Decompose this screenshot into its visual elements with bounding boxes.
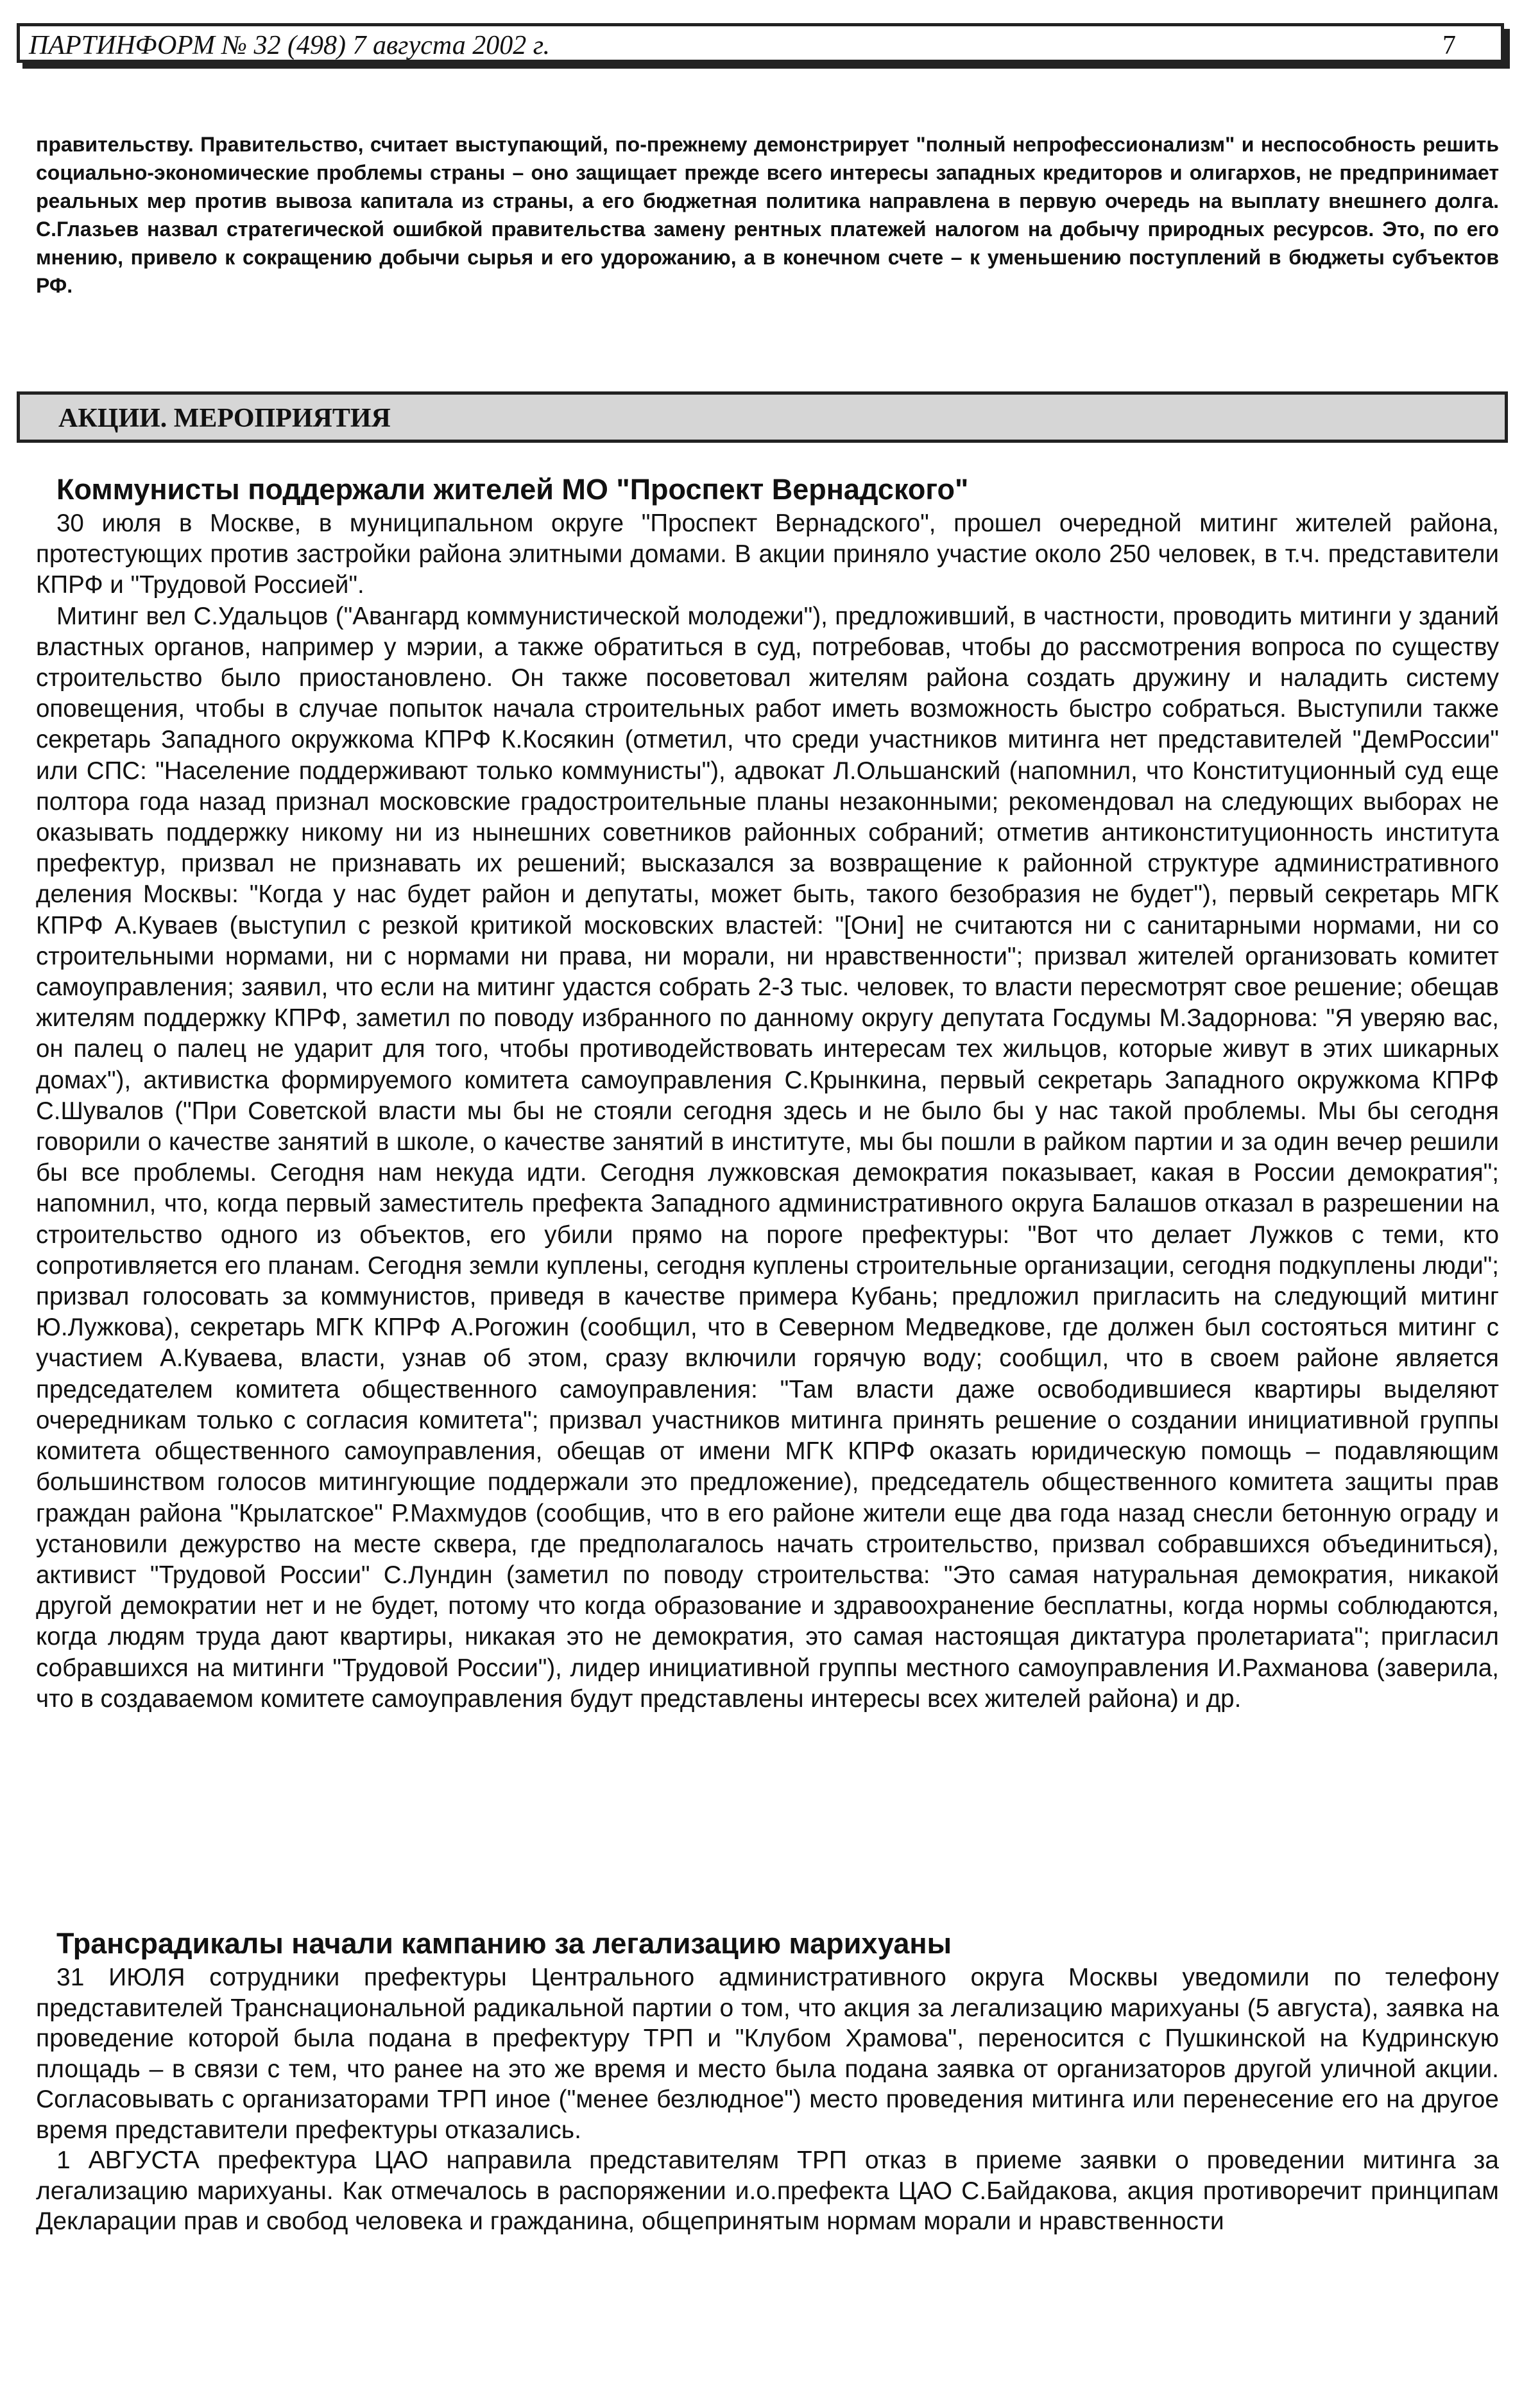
section-header xyxy=(17,391,1508,443)
article-communists xyxy=(36,471,1499,1715)
article-paragraph: 31 ИЮЛЯ сотрудники префектуры Центрального административного округа Москвы уведомили по телефону представителей Транснациональной радикальной партии о том, что акция за легализацию марихуаны (5 августа), заявка на проведение которой была подана в префектуру ТРП и "Клубом Храмова", переносится с Пушкинской на Кудринскую площадь – в связи с тем, что ранее на это же время и место была подана заявка от организаторов другой уличной акции. Согласовывать с организаторами ТРП иное ("менее безлюдное") место проведения митинга или перенесение его на другое время представители префектуры отказались. xyxy=(36,1964,1499,2144)
article-transradicals xyxy=(36,1925,1499,2237)
intro-paragraph: правительству. Правительство, считает выступающий, по-прежнему демонстрирует "полный непрофессионализм" и неспособность решить социально-экономические проблемы страны – оно защищает прежде всего интересы западных кредиторов и олигархов, не предпринимает реальных мер против вывоза капитала из страны, а его бюджетная политика направлена в первую очередь на выплату внешнего долга. С.Глазьев назвал стратегической ошибкой правительства замену рентных платежей налогом на добычу природных ресурсов. Это, по его мнению, привело к сокращению добычи сырья и его удорожанию, а в конечном счете – к уменьшению поступлений в бюджеты субъектов РФ. xyxy=(36,133,1499,297)
page-number: 7 xyxy=(1442,31,1456,60)
article-paragraph: Митинг вел С.Удальцов ("Авангард коммунистической молодежи"), предложивший, в частности, проводить митинги у зданий властных органов, например у мэрии, а также обратиться в суд, потребовав, чтобы до рассмотрения вопроса по существу строительство было приостановлено. Он также посоветовал жителям района создать дружину и наладить систему оповещения, чтобы в случае попыток начала строительных работ иметь возможность быстро собраться. Выступили также секретарь Западного окружкома КПРФ К.Косякин (отметил, что среди участников митинга нет представителей "ДемРоссии" или СПС: "Население поддерживают только коммунисты"), адвокат Л.Ольшанский (напомнил, что Конституционный суд еще полтора года назад признал московские градостроительные планы незаконными; рекомендовал на следующих выборах не оказывать поддержку никому ни из нынешних советников районных собраний; отметив антиконституционность института префектур, призвал не признавать их решений; высказался за возвращение к районной структуре административного деления Москвы: "Когда у нас будет район и депутаты, может быть, такого безобразия не будет"), первый секретарь МГК КПРФ А.Куваев (выступил с резкой критикой московских властей: "[Они] не считаются ни с санитарными нормами, ни со строительными нормами, ни с нормами ни права, ни морали, ни нравственности"; призвал жителей организовать комитет самоуправления; заявил, что если на митинг удастся собрать 2-3 тыс. человек, то власти пересмотрят свое решение; обещав жителям поддержку КПРФ, заметил по поводу избранного по данному округу депутата Госдумы М.Задорнова: "Я уверяю вас, он палец о палец не ударит для того, чтобы противодействовать интересам тех жильцов, которые живут в этих шикарных домах"), активистка формируемого комитета самоуправления С.Крынкина, первый секретарь Западного окружкома КПРФ С.Шувалов ("При Советской власти мы бы не стояли сегодня здесь и не было бы у нас такой проблемы. Мы бы сегодня говорили о качестве занятий в школе, о качестве занятий в институте, мы бы пошли в райком партии и за один вечер решили бы все проблемы. Сегодня нам некуда идти. Сегодня лужковская демократия показывает, какая в России демократия"; напомнил, что, когда первый заместитель префекта Западного административного округа Балашов отказал в разрешении на строительство одного из объектов, его убили прямо на пороге префектуры: "Вот что делает Лужков с теми, кто сопротивляется его планам. Сегодня земли куплены, сегодня куплены строительные организации, сегодня подкуплены люди"; призвал голосовать за коммунистов, приведя в качестве примера Кубань; предложил пригласить на следующий митинг Ю.Лужкова), секретарь МГК КПРФ А.Рогожин (сообщил, что в Северном Медведкове, где должен был состояться митинг с участием А.Куваева, власти, узнав об этом, сразу включили горячую воду; сообщил, что в своем районе является председателем комитета общественного самоуправления: "Там власти даже освободившиеся квартиры выделяют очередникам только с согласия комитета"; призвал участников митинга принять решение о создании инициативной группы комитета общественного самоуправления, обещав от имени МГК КПРФ оказать юридическую помощь – подавляющим большинством голосов митингующие поддержали это предложение), председатель общественного комитета защиты прав граждан района "Крылатское" Р.Махмудов (сообщив, что в его районе жители еще два года назад снесли бетонную ограду и установили дежурство на месте сквера, где предполагалось начать строительство, призвал собравшихся объединиться), активист "Трудовой России" С.Лундин (заметил по поводу строительства: "Это самая натуральная демократия, никакой другой демократии нет и не будет, потому что когда образование и здравоохранение бесплатны, когда нормы соблюдаются, когда людям труда дают квартиры, никакая это не демократия, это самая настоящая диктатура пролетариата"; пригласил собравшихся на митинги "Трудовой России"), лидер инициативной группы местного самоуправления И.Рахманова (заверила, что в создаваемом комитете самоуправления будут представлены интересы всех жителей района) и др. xyxy=(36,602,1499,1713)
article-paragraph: 30 июля в Москве, в муниципальном округе "Проспект Вернадского", прошел очередной митинг жителей района, протестующих против застройки района элитными домами. В акции приняло участие около 250 человек, в т.ч. представители КПРФ и "Трудовой Россией". xyxy=(36,510,1499,599)
article-title: Трансрадикалы начали кампанию за легализацию марихуаны xyxy=(56,1927,952,1960)
article-paragraph: 1 АВГУСТА префектура ЦАО направила представителям ТРП отказ в приеме заявки о проведении митинга за легализацию марихуаны. Как отмечалось в распоряжении и.о.префекта ЦАО С.Байдакова, акция противоречит принципам Декларации прав и свобод человека и гражданина, общепринятым нормам морали и нравственности xyxy=(36,2146,1499,2235)
masthead-bar xyxy=(17,23,1504,63)
masthead-title: ПАРТИНФОРМ № 32 (498) 7 августа 2002 г. xyxy=(29,31,551,60)
article-title: Коммунисты поддержали жителей МО "Проспект Вернадского" xyxy=(56,473,969,506)
section-title: АКЦИИ. МЕРОПРИЯТИЯ xyxy=(58,404,391,433)
